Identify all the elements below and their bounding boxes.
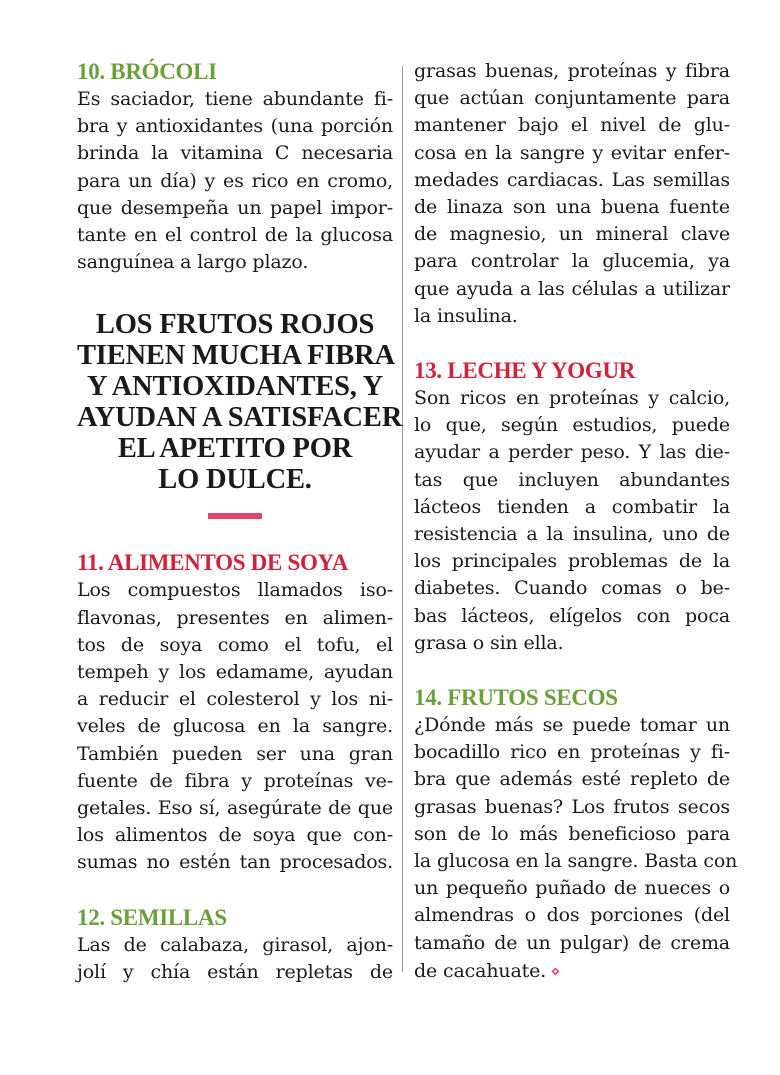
text-line: bra que además esté repleto de <box>414 768 730 791</box>
pull-quote-line: TIENEN MUCHA FIBRA <box>77 340 395 372</box>
text-line: resistencia a la insulina, uno de <box>414 523 730 546</box>
text-line: los principales problemas de la <box>414 550 730 573</box>
pull-quote-line: LOS FRUTOS ROJOS <box>95 309 375 341</box>
text-line: que desempeña un papel impor- <box>77 196 393 219</box>
heading-soya: 11. ALIMENTOS DE SOYA <box>77 550 349 576</box>
text-line: medades cardiacas. Las semillas <box>414 168 730 191</box>
text-line: tos de soya como el tofu, el <box>77 633 393 656</box>
pull-quote-line: LO DULCE. <box>158 464 312 496</box>
text-line: También pueden ser una gran <box>77 742 393 765</box>
text-line: bra y antioxidantes (una porción <box>77 115 393 138</box>
text-line: Es saciador, tiene abundante fi- <box>77 88 393 110</box>
heading-frutos-secos: 14. FRUTOS SECOS <box>414 685 618 711</box>
text-line: ¿Dónde más se puede tomar un <box>414 714 730 737</box>
text-line: Los compuestos llamados iso- <box>77 579 393 602</box>
text-line: cosa en la sangre y evitar enfer- <box>414 141 730 164</box>
heading-leche: 13. LECHE Y YOGUR <box>414 358 636 384</box>
end-of-article-icon <box>551 957 560 966</box>
text-line: getales. Eso sí, asegúrate de que <box>77 797 393 820</box>
text-line: fuente de fibra y proteínas ve- <box>77 769 393 792</box>
text-line: lácteos tienden a combatir la <box>414 495 730 518</box>
text-line: de linaza son una buena fuente <box>414 196 730 219</box>
text-line: grasa o sin ella. <box>414 631 564 654</box>
text-line: tas que incluyen abundantes <box>414 468 730 491</box>
text-line: grasas buenas, proteínas y fibra <box>414 60 730 82</box>
paragraph-semillas-start <box>77 932 393 986</box>
text-line: lo que, según estudios, puede <box>414 414 730 437</box>
text-line: para controlar la glucemia, ya <box>414 250 730 273</box>
paragraph-leche <box>414 385 730 657</box>
text-line: sanguínea a largo plazo. <box>77 251 309 274</box>
text-line: un pequeño puñado de nueces o <box>414 877 730 900</box>
text-line: Las de calabaza, girasol, ajon- <box>77 933 393 956</box>
text-line: sumas no estén tan procesados. <box>77 851 393 874</box>
text-line: bas lácteos, elígelos con poca <box>414 604 730 627</box>
paragraph-brocoli <box>77 86 393 276</box>
text-line: tamaño de un pulgar) de crema <box>414 931 730 954</box>
text-line: tempeh y los edamame, ayudan <box>77 661 393 684</box>
text-line: brinda la vitamina C necesaria <box>77 142 393 165</box>
text-line <box>414 957 730 985</box>
text-line: flavonas, presentes en alimen- <box>77 606 393 629</box>
left-column <box>77 58 403 986</box>
text-line: los alimentos de soya que con- <box>77 824 393 847</box>
right-column <box>414 58 738 985</box>
text-line: para un día) y es rico en cromo, <box>77 169 393 192</box>
paragraph-soya <box>77 577 393 876</box>
text-line: que actúan conjuntamente para <box>414 87 730 110</box>
pull-quote-line: Y ANTIOXIDANTES, Y <box>87 371 383 403</box>
text-line: diabetes. Cuando comas o be- <box>414 577 730 600</box>
pull-quote-line: AYUDAN A SATISFACER <box>77 402 403 434</box>
text-line: veles de glucosa en la sangre. <box>77 715 393 738</box>
pull-quote-line: EL APETITO POR <box>117 433 353 465</box>
paragraph-semillas-continued <box>414 58 730 330</box>
text-line-content: de cacahuate. <box>414 959 547 982</box>
text-line: ayudar a perder peso. Y las die- <box>414 441 730 464</box>
text-line: mantener bajo el nivel de glu- <box>414 114 730 137</box>
pull-quote <box>77 309 403 496</box>
heading-semillas: 12. SEMILLAS <box>77 904 227 930</box>
text-line: son de lo más beneficioso para <box>414 822 730 845</box>
text-line: la glucosa en la sangre. Basta con <box>414 850 738 873</box>
column-divider <box>402 66 403 972</box>
paragraph-frutos-secos <box>414 712 738 985</box>
text-line: que ayuda a las células a utilizar <box>414 277 730 300</box>
text-line: de magnesio, un mineral clave <box>414 223 730 246</box>
text-line: bocadillo rico en proteínas y fi- <box>414 741 730 764</box>
heading-brocoli: 10. BRÓCOLI <box>77 59 217 84</box>
text-line: tante en el control de la glucosa <box>77 224 393 247</box>
text-line: almendras o dos porciones (del <box>414 904 730 927</box>
text-line: Son ricos en proteínas y calcio, <box>414 387 730 410</box>
text-line: grasas buenas? Los frutos secos <box>414 795 730 818</box>
text-line: jolí y chía están repletas de <box>77 960 393 983</box>
text-line: la insulina. <box>414 304 518 327</box>
text-line: a reducir el colesterol y los ni- <box>77 688 393 711</box>
